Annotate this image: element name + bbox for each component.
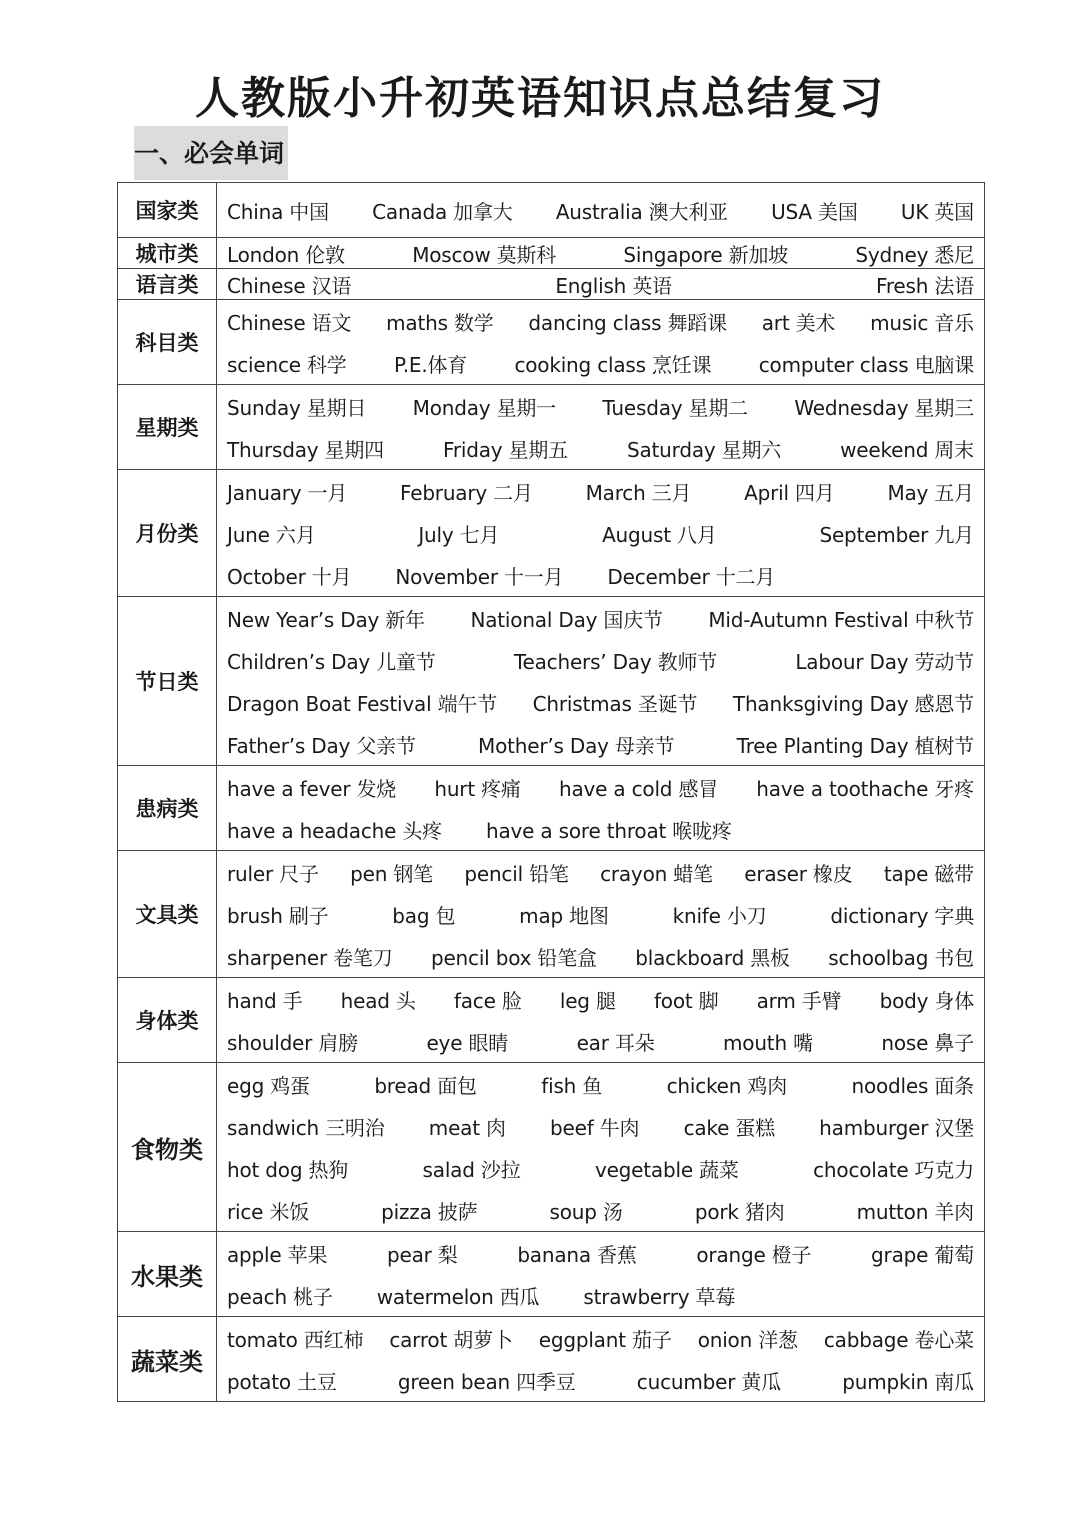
category-row [118, 597, 985, 766]
vocab-item: onion 洋葱 [697, 1327, 798, 1352]
vocab-item: salad 沙拉 [422, 1157, 521, 1182]
word-line [227, 554, 974, 596]
category-words [217, 269, 985, 300]
word-line [227, 681, 974, 723]
vocab-item: Singapore 新加坡 [623, 242, 789, 267]
vocab-item: shoulder 肩膀 [227, 1030, 358, 1055]
vocab-item: December 十二月 [607, 564, 776, 589]
vocab-item: bread 面包 [374, 1073, 477, 1098]
vocab-item: hot dog 热狗 [227, 1157, 349, 1182]
vocab-item: chocolate 巧克力 [813, 1157, 974, 1182]
vocab-item: dictionary 字典 [830, 903, 974, 928]
vocab-item: New Year’s Day 新年 [227, 607, 425, 632]
word-line [227, 1020, 974, 1062]
word-line [227, 342, 974, 384]
vocab-item: maths 数学 [386, 310, 494, 335]
category-words [217, 851, 985, 978]
word-line [227, 766, 974, 808]
vocab-item: Thanksgiving Day 感恩节 [732, 691, 974, 716]
word-line [227, 1359, 974, 1401]
category-words [217, 766, 985, 851]
vocab-item: pizza 披萨 [381, 1199, 478, 1224]
vocab-item: Moscow 莫斯科 [412, 242, 557, 267]
page-title: 人教版小升初英语知识点总结复习 [195, 73, 885, 124]
category-words [217, 183, 985, 238]
vocab-item: January 一月 [227, 480, 348, 505]
category-row [118, 269, 985, 300]
word-line [227, 1063, 974, 1105]
vocab-item: cake 蛋糕 [683, 1115, 775, 1140]
vocab-item: hand 手 [227, 988, 303, 1013]
category-words [217, 1063, 985, 1232]
vocab-item: Sunday 星期日 [227, 395, 367, 420]
vocab-item: July 七月 [418, 522, 500, 547]
vocab-item: tape 磁带 [883, 861, 974, 886]
vocab-item: Mother’s Day 母亲节 [478, 733, 675, 758]
word-line [227, 183, 974, 237]
vocab-item: green bean 四季豆 [397, 1369, 576, 1394]
category-row [118, 1063, 985, 1232]
category-label: 水果类 [118, 1232, 217, 1317]
vocab-item: eggplant 茄子 [538, 1327, 672, 1352]
category-row [118, 183, 985, 238]
category-words [217, 597, 985, 766]
word-line [227, 723, 974, 765]
vocab-item: banana 香蕉 [517, 1242, 637, 1267]
vocab-item: knife 小刀 [672, 903, 767, 928]
vocab-item: have a toothache 牙疼 [756, 776, 974, 801]
vocab-item: Christmas 圣诞节 [532, 691, 698, 716]
word-line [227, 1232, 974, 1274]
vocab-item: have a headache 头疼 [227, 818, 442, 843]
vocab-item: eye 眼睛 [426, 1030, 509, 1055]
vocab-item: nose 鼻子 [881, 1030, 974, 1055]
vocab-item: head 头 [340, 988, 416, 1013]
vocab-item: pork 猪肉 [694, 1199, 785, 1224]
word-line [227, 978, 974, 1020]
vocab-item: schoolbag 书包 [828, 945, 974, 970]
category-label: 月份类 [118, 470, 217, 597]
word-line [227, 808, 974, 850]
vocab-item: leg 腿 [559, 988, 616, 1013]
vocab-item: soup 汤 [549, 1199, 623, 1224]
category-row [118, 851, 985, 978]
vocab-item: body 身体 [879, 988, 974, 1013]
category-row [118, 238, 985, 269]
vocab-item: P.E.体育 [393, 352, 468, 377]
category-label: 城市类 [118, 238, 217, 269]
vocab-item: apple 苹果 [227, 1242, 328, 1267]
vocab-item: grape 葡萄 [871, 1242, 974, 1267]
vocab-item: Thursday 星期四 [227, 437, 384, 462]
vocab-item: meat 肉 [428, 1115, 506, 1140]
category-words [217, 470, 985, 597]
word-line [227, 597, 974, 639]
vocab-item: fish 鱼 [541, 1073, 603, 1098]
vocabulary-table [117, 182, 985, 1402]
word-line [227, 1189, 974, 1231]
vocab-item: October 十月 [227, 564, 352, 589]
category-row [118, 300, 985, 385]
vocab-item: blackboard 黑板 [635, 945, 790, 970]
vocab-item: have a cold 感冒 [558, 776, 719, 801]
category-label: 文具类 [118, 851, 217, 978]
vocab-item: foot 脚 [653, 988, 719, 1013]
vocab-item: August 八月 [602, 522, 717, 547]
category-label: 国家类 [118, 183, 217, 238]
vocab-item: vegetable 蔬菜 [594, 1157, 739, 1182]
vocab-item: Tree Planting Day 植树节 [736, 733, 974, 758]
vocab-item: carrot 胡萝卜 [389, 1327, 513, 1352]
vocab-item: eraser 橡皮 [744, 861, 853, 886]
vocab-item: China 中国 [227, 199, 329, 224]
vocab-item: beef 牛肉 [550, 1115, 640, 1140]
vocab-item: music 音乐 [870, 310, 974, 335]
vocab-item: have a fever 发烧 [227, 776, 397, 801]
vocab-item: brush 刷子 [227, 903, 329, 928]
vocab-item: Chinese 汉语 [227, 273, 352, 298]
vocab-item: USA 美国 [771, 199, 858, 224]
word-line [227, 639, 974, 681]
vocab-item: Mid-Autumn Festival 中秋节 [708, 607, 974, 632]
vocab-item: bag 包 [392, 903, 456, 928]
vocab-item: National Day 国庆节 [470, 607, 663, 632]
category-row [118, 470, 985, 597]
vocab-item: orange 橙子 [696, 1242, 812, 1267]
vocab-item: February 二月 [400, 480, 533, 505]
category-row [118, 385, 985, 470]
section-heading: 一、必会单词 [134, 126, 288, 180]
category-words [217, 238, 985, 269]
vocab-item: Fresh 法语 [876, 273, 974, 298]
word-line [227, 269, 974, 299]
word-line [227, 935, 974, 977]
category-label: 患病类 [118, 766, 217, 851]
category-label: 科目类 [118, 300, 217, 385]
vocab-item: rice 米饭 [227, 1199, 310, 1224]
category-words [217, 978, 985, 1063]
word-line [227, 427, 974, 469]
vocab-item: cucumber 黄瓜 [636, 1369, 782, 1394]
vocab-item: March 三月 [585, 480, 692, 505]
vocab-item: cooking class 烹饪课 [514, 352, 712, 377]
vocab-item: science 科学 [227, 352, 347, 377]
vocab-item: Wednesday 星期三 [794, 395, 974, 420]
category-label: 身体类 [118, 978, 217, 1063]
category-words [217, 385, 985, 470]
vocab-item: art 美术 [761, 310, 836, 335]
vocab-item: hurt 疼痛 [434, 776, 521, 801]
category-label: 蔬菜类 [118, 1317, 217, 1402]
vocab-item: sharpener 卷笔刀 [227, 945, 393, 970]
vocab-item: potato 土豆 [227, 1369, 337, 1394]
vocab-item: London 伦敦 [227, 242, 345, 267]
vocab-item: English 英语 [555, 273, 672, 298]
vocab-item: face 脸 [453, 988, 522, 1013]
vocab-item: map 地图 [519, 903, 609, 928]
vocab-item: pumpkin 南瓜 [842, 1369, 974, 1394]
vocab-item: arm 手臂 [756, 988, 842, 1013]
category-words [217, 300, 985, 385]
category-words [217, 1232, 985, 1317]
word-line [227, 470, 974, 512]
category-row [118, 1232, 985, 1317]
vocab-item: ear 耳朵 [576, 1030, 655, 1055]
word-line [227, 1317, 974, 1359]
word-line [227, 1147, 974, 1189]
word-line [227, 512, 974, 554]
vocab-item: egg 鸡蛋 [227, 1073, 310, 1098]
word-line [227, 1105, 974, 1147]
vocab-item: have a sore throat 喉咙疼 [485, 818, 732, 843]
category-label: 星期类 [118, 385, 217, 470]
vocab-item: pencil 铅笔 [464, 861, 569, 886]
word-line [227, 1274, 974, 1316]
vocab-item: Canada 加拿大 [372, 199, 513, 224]
vocab-item: mutton 羊肉 [856, 1199, 974, 1224]
vocab-item: peach 桃子 [227, 1284, 333, 1309]
category-words [217, 1317, 985, 1402]
vocab-item: ruler 尺子 [227, 861, 319, 886]
vocab-item: cabbage 卷心菜 [823, 1327, 974, 1352]
vocab-item: mouth 嘴 [723, 1030, 813, 1055]
category-label: 语言类 [118, 269, 217, 300]
vocab-item: computer class 电脑课 [758, 352, 974, 377]
vocab-item: Labour Day 劳动节 [795, 649, 974, 674]
vocab-item: Children’s Day 儿童节 [227, 649, 436, 674]
vocab-item: sandwich 三明治 [227, 1115, 385, 1140]
vocab-item: Father’s Day 父亲节 [227, 733, 416, 758]
vocab-item: April 四月 [744, 480, 835, 505]
vocab-item: June 六月 [227, 522, 316, 547]
word-line [227, 893, 974, 935]
vocab-item: noodles 面条 [851, 1073, 974, 1098]
vocab-item: Sydney 悉尼 [855, 242, 974, 267]
word-line [227, 238, 974, 268]
vocab-item: chicken 鸡肉 [666, 1073, 788, 1098]
vocab-item: May 五月 [887, 480, 974, 505]
vocab-item: hamburger 汉堡 [819, 1115, 974, 1140]
vocab-item: pencil box 铅笔盒 [430, 945, 597, 970]
vocab-item: Saturday 星期六 [626, 437, 782, 462]
word-line [227, 851, 974, 893]
vocab-item: strawberry 草莓 [583, 1284, 736, 1309]
vocab-item: dancing class 舞蹈课 [528, 310, 727, 335]
vocab-item: November 十一月 [395, 564, 564, 589]
category-row [118, 766, 985, 851]
category-row [118, 978, 985, 1063]
vocab-item: Tuesday 星期二 [602, 395, 748, 420]
vocab-item: weekend 周末 [840, 437, 974, 462]
vocab-item: UK 英国 [900, 199, 974, 224]
vocab-item: Australia 澳大利亚 [555, 199, 728, 224]
vocab-item: tomato 西红柿 [227, 1327, 364, 1352]
vocab-item: September 九月 [819, 522, 974, 547]
word-line [227, 300, 974, 342]
word-line [227, 385, 974, 427]
vocab-item: watermelon 西瓜 [376, 1284, 540, 1309]
vocab-item: pen 钢笔 [350, 861, 433, 886]
category-row [118, 1317, 985, 1402]
vocab-item: Monday 星期一 [412, 395, 556, 420]
vocab-item: Chinese 语文 [227, 310, 352, 335]
vocab-item: Dragon Boat Festival 端午节 [227, 691, 497, 716]
category-label: 节日类 [118, 597, 217, 766]
vocab-item: crayon 蜡笔 [600, 861, 713, 886]
category-label: 食物类 [118, 1063, 217, 1232]
vocab-item: pear 梨 [386, 1242, 458, 1267]
vocab-item: Friday 星期五 [442, 437, 568, 462]
vocab-item: Teachers’ Day 教师节 [513, 649, 718, 674]
